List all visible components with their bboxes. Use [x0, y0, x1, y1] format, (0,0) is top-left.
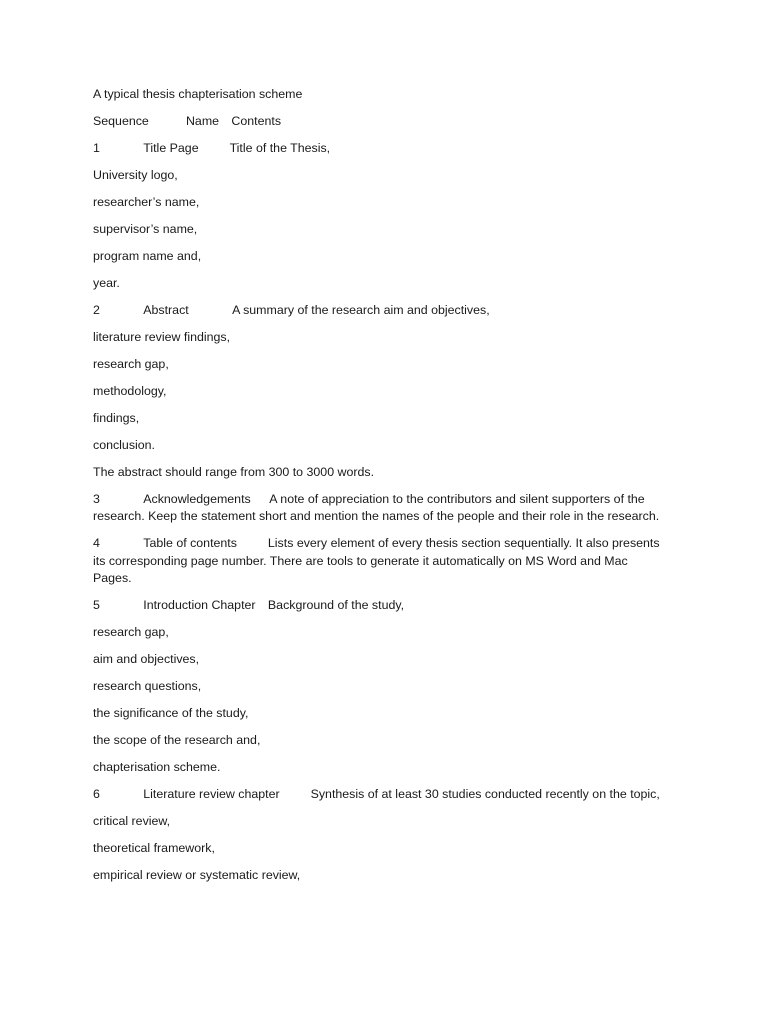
- paragraph: 5 Introduction Chapter Background of the study,: [93, 598, 405, 613]
- paragraph: empirical review or systematic review,: [93, 868, 301, 883]
- paragraph: year.: [93, 276, 120, 290]
- paragraph: supervisor’s name,: [93, 222, 198, 236]
- paragraph: research gap,: [93, 625, 169, 640]
- paragraph: 2 Abstract A summary of the research aim and objectives,: [93, 303, 490, 317]
- paragraph: methodology,: [93, 384, 167, 398]
- paragraph: researcher’s name,: [93, 195, 200, 209]
- paragraph: 3 Acknowledgements A note of appreciation to the contributors and silent supporters of the research. Keep the statement short and mention the names of the people and their role in the research.: [93, 492, 660, 524]
- paragraph: research gap,: [93, 357, 169, 371]
- paragraph: literature review findings,: [93, 330, 231, 344]
- paragraph: aim and objectives,: [93, 652, 200, 667]
- paragraph: University logo,: [93, 168, 178, 182]
- paragraph: research questions,: [93, 679, 202, 694]
- paragraph: 6 Literature review chapter Synthesis of at least 30 studies conducted recently on the topic,: [93, 787, 660, 802]
- paragraph: findings,: [93, 411, 140, 425]
- paragraph: conclusion.: [93, 438, 155, 452]
- paragraph: theoretical framework,: [93, 841, 215, 856]
- document-body: [93, 86, 665, 894]
- paragraph: the significance of the study,: [93, 706, 249, 721]
- paragraph: The abstract should range from 300 to 3000 words.: [93, 465, 375, 479]
- paragraph: chapterisation scheme.: [93, 760, 221, 775]
- table-header: Sequence Name Contents: [93, 114, 282, 128]
- paragraph: program name and,: [93, 249, 202, 263]
- paragraph: 1 Title Page Title of the Thesis,: [93, 141, 331, 155]
- paragraph: 4 Table of contents Lists every element of every thesis section sequentially. It also presents its corresponding page number. There are tools to generate it automatically on MS Word and Mac Pages.: [93, 536, 664, 586]
- document-title: A typical thesis chapterisation scheme: [93, 87, 303, 101]
- paragraph: critical review,: [93, 814, 171, 829]
- paragraph: the scope of the research and,: [93, 733, 261, 748]
